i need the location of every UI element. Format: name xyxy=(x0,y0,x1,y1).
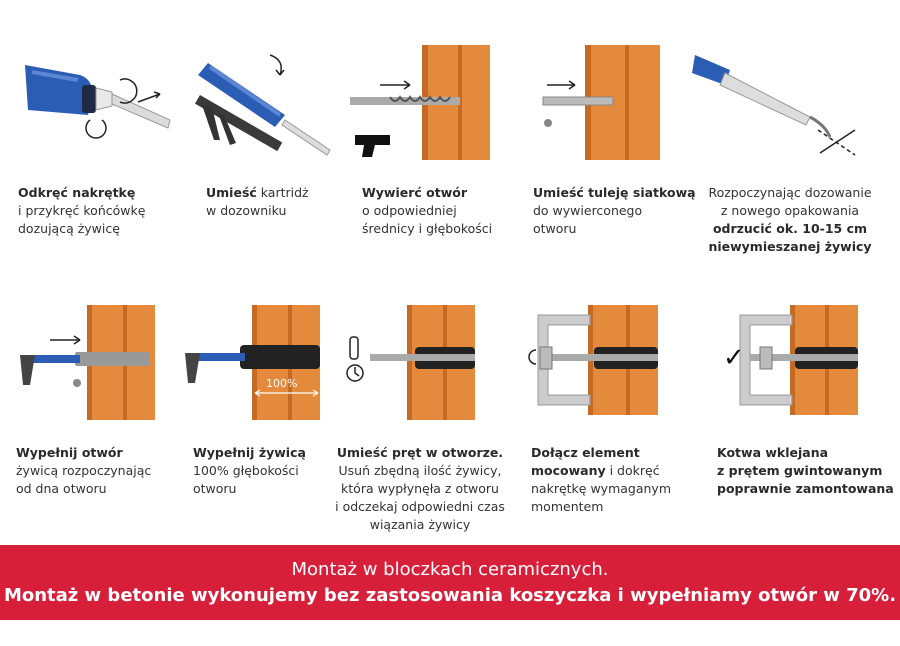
illustration-discard-resin xyxy=(690,45,870,160)
caption-line: Wywierć otwór xyxy=(362,185,468,200)
illustration-fill-hole xyxy=(15,305,160,420)
step-caption xyxy=(533,184,696,238)
step-caption xyxy=(717,444,894,498)
caption-line: dozującą żywicę xyxy=(18,221,120,236)
caption-line: Umieść pręt w otworze. xyxy=(336,445,504,460)
caption-line: żywicą rozpoczynając xyxy=(16,463,152,478)
caption-line: wiązania żywicy xyxy=(369,517,471,532)
caption-line: od dna otworu xyxy=(16,481,107,496)
caption-line: poprawnie zamontowana xyxy=(717,481,894,496)
step-caption xyxy=(18,184,145,238)
fill-percent-label: 100% xyxy=(266,377,298,390)
caption-line: Umieść kartridż xyxy=(206,185,309,200)
caption-line: w dozowniku xyxy=(206,203,287,218)
caption-line: nakrętkę wymaganym xyxy=(531,481,672,496)
caption-line: mocowany i dokręć xyxy=(531,463,660,478)
caption-line: średnicy i głębokości xyxy=(362,221,493,236)
caption-line: Dołącz element xyxy=(531,445,640,460)
illustration-dispenser-gun xyxy=(190,45,340,160)
caption-line: i przykręć końcówkę xyxy=(18,203,146,218)
caption-line: momentem xyxy=(531,499,604,514)
banner-line-2: Montaż w betonie wykonujemy bez zastosowania koszyczka i wypełniamy otwór w 70%. xyxy=(3,585,897,606)
illustration-unscrew-cap xyxy=(20,40,180,160)
caption-line: niewymieszanej żywicy xyxy=(708,239,872,254)
caption-line: 100% głębokości xyxy=(193,463,299,478)
step-caption xyxy=(362,184,492,238)
step-caption xyxy=(193,444,306,498)
step-caption xyxy=(16,444,151,498)
caption-line: Wypełnij otwór xyxy=(16,445,123,460)
caption-line: otworu xyxy=(533,221,577,236)
step-caption xyxy=(531,444,671,516)
caption-line: z nowego opakowania xyxy=(720,203,860,218)
banner-line-1: Montaż w bloczkach ceramicznych. xyxy=(291,559,609,580)
caption-line: o odpowiedniej xyxy=(362,203,457,218)
caption-line: Umieść tuleję siatkową xyxy=(533,185,696,200)
illustration-fill-100 xyxy=(180,305,325,420)
check-icon: ✓ xyxy=(723,343,745,373)
caption-line: do wywierconego xyxy=(533,203,643,218)
illustration-insert-sleeve xyxy=(535,45,665,160)
caption-line: Odkręć nakrętkę xyxy=(18,185,136,200)
step-caption xyxy=(206,184,309,220)
caption-line: odrzucić ok. 10-15 cm xyxy=(712,221,868,236)
caption-line: z prętem gwintowanym xyxy=(717,463,883,478)
caption-line: Rozpoczynając dozowanie xyxy=(708,185,872,200)
caption-line: Usuń zbędną ilość żywicy, xyxy=(338,463,502,478)
caption-line: która wypłynęła z otworu xyxy=(341,481,499,496)
illustration-insert-rod xyxy=(345,305,485,420)
caption-line: otworu xyxy=(193,481,237,496)
step-caption xyxy=(330,444,510,534)
caption-line: i odczekaj odpowiedni czas xyxy=(335,499,505,514)
caption-line: Wypełnij żywicą xyxy=(193,445,306,460)
illustration-anchor-mounted xyxy=(715,305,860,415)
footer-banner xyxy=(0,545,900,620)
illustration-drill-hole xyxy=(350,45,495,160)
caption-line: Kotwa wklejana xyxy=(717,445,829,460)
illustration-attach-element xyxy=(528,305,663,415)
step-caption xyxy=(700,184,880,256)
